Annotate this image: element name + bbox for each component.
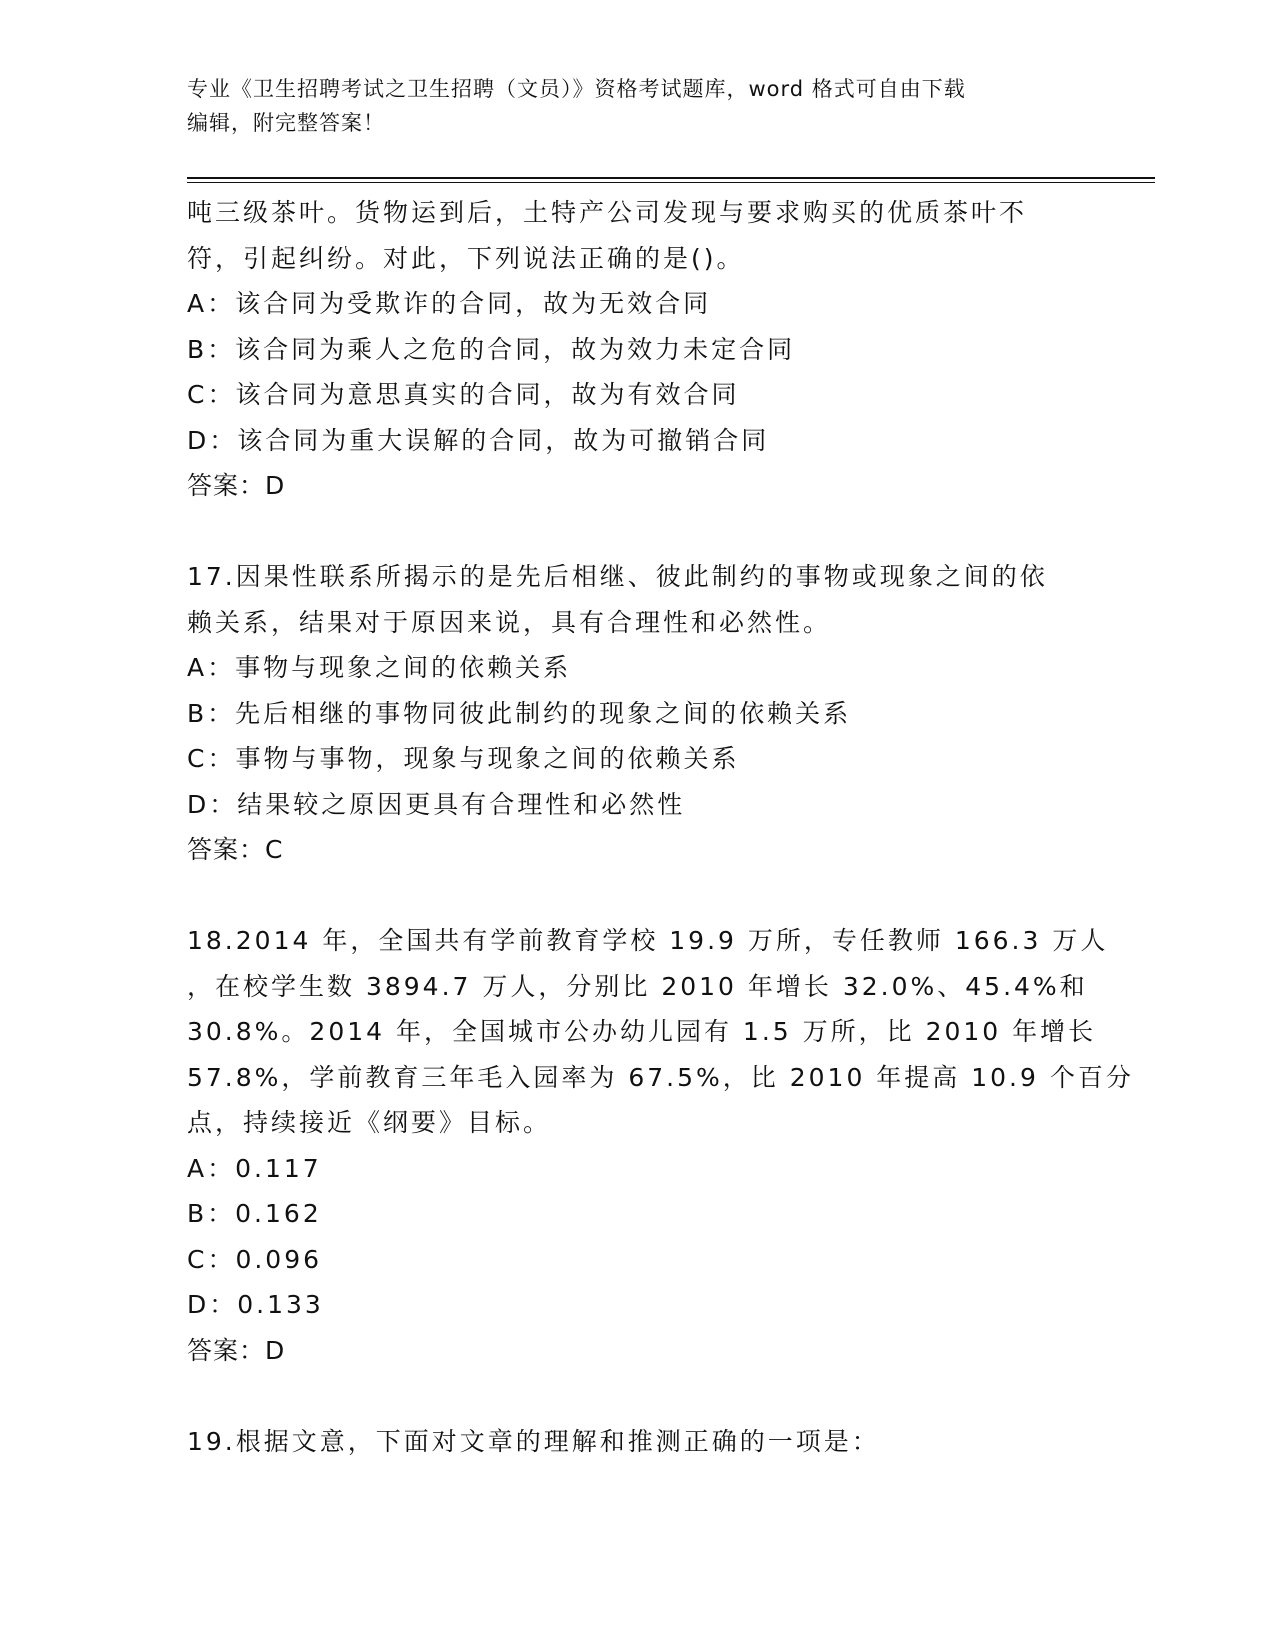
question-stem-line: 18.2014 年，全国共有学前教育学校 19.9 万所，专任教师 166.3 万人 <box>187 926 1109 955</box>
answer-line: 答案：D <box>187 1335 286 1365</box>
question-stem-line: 赖关系，结果对于原因来说，具有合理性和必然性。 <box>187 607 832 637</box>
question-stem-line: 30.8%。2014 年，全国城市公办幼儿园有 1.5 万所，比 2010 年增长 <box>187 1017 1097 1046</box>
question-16 <box>187 190 1087 509</box>
option-c: C：该合同为意思真实的合同，故为有效合同 <box>187 380 740 409</box>
question-spacer <box>187 1373 1087 1419</box>
option-d: D：0.133 <box>187 1290 324 1319</box>
option-d: D：该合同为重大误解的合同，故为可撤销合同 <box>187 425 770 455</box>
option-c: C：0.096 <box>187 1244 323 1274</box>
question-content <box>187 190 1134 1464</box>
header-divider-thin <box>187 182 1155 183</box>
document-header <box>187 72 1067 140</box>
answer-line: 答案：C <box>187 835 284 864</box>
option-b: B：先后相继的事物同彼此制约的现象之间的依赖关系 <box>187 698 852 728</box>
question-17 <box>187 554 1087 873</box>
answer-line: 答案：D <box>187 471 286 500</box>
header-divider-thick <box>187 177 1155 179</box>
question-stem-line: 57.8%，学前教育三年毛入园率为 67.5%，比 2010 年提高 10.9 个百分 <box>187 1062 1134 1092</box>
option-b: B：0.162 <box>187 1199 322 1228</box>
question-stem-line: 点，持续接近《纲要》目标。 <box>187 1108 552 1137</box>
question-18 <box>187 918 1134 1373</box>
question-stem-line: 17.因果性联系所揭示的是先后相继、彼此制约的事物或现象之间的依 <box>187 562 1048 591</box>
option-a: A：0.117 <box>187 1153 322 1183</box>
question-stem-line: ，在校学生数 3894.7 万人，分别比 2010 年增长 32.0%、45.4%和 <box>187 971 1088 1001</box>
question-stem-line: 19.根据文意，下面对文章的理解和推测正确的一项是： <box>187 1426 880 1456</box>
question-19 <box>187 1419 1087 1465</box>
question-stem-line: 吨三级茶叶。货物运到后，土特产公司发现与要求购买的优质茶叶不 <box>187 198 1028 227</box>
question-stem-line: 符，引起纠纷。对此，下列说法正确的是()。 <box>187 243 745 273</box>
header-title-line-2: 编辑，附完整答案！ <box>187 111 385 135</box>
option-a: A：事物与现象之间的依赖关系 <box>187 653 572 682</box>
question-spacer <box>187 509 1087 555</box>
option-b: B：该合同为乘人之危的合同，故为效力未定合同 <box>187 334 796 364</box>
header-title-line-1: 专业《卫生招聘考试之卫生招聘（文员）》资格考试题库，word 格式可自由下载 <box>187 77 966 101</box>
option-c: C：事物与事物，现象与现象之间的依赖关系 <box>187 744 740 773</box>
option-d: D：结果较之原因更具有合理性和必然性 <box>187 789 686 819</box>
question-spacer <box>187 873 1087 919</box>
option-a: A：该合同为受欺诈的合同，故为无效合同 <box>187 289 712 318</box>
